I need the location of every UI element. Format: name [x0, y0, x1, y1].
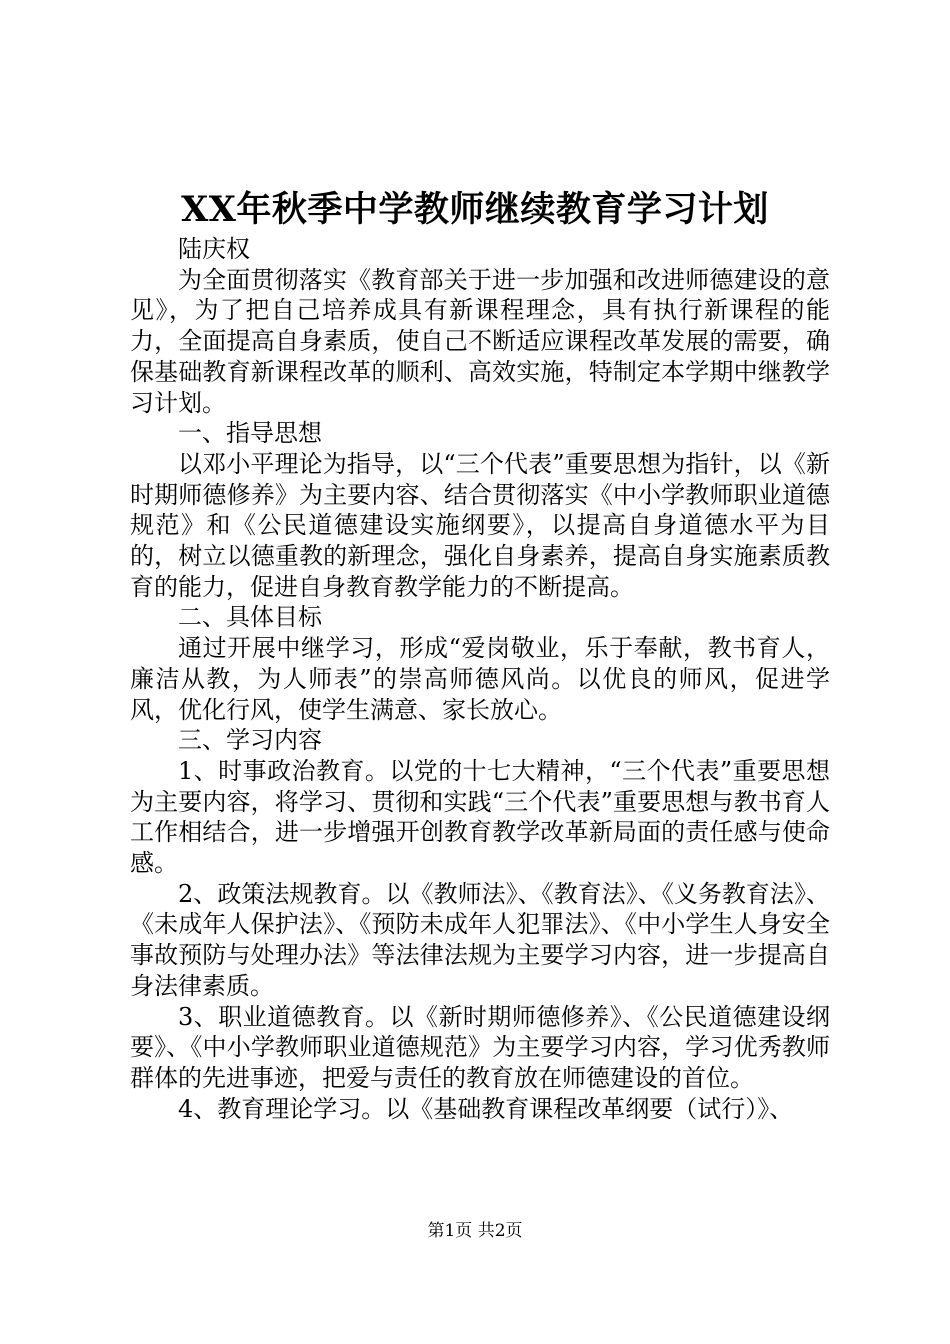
study-item-current-affairs: 1、时事政治教育。以党的十七大精神，“三个代表”重要思想为主要内容，将学习、贯彻和实践“三个代表”重要思想与教书育人工作相结合，进一步增强开创教育教学改革新局面的责任感与使命感。 [130, 756, 830, 878]
specific-goals-paragraph: 通过开展中继学习，形成“爱岗敬业，乐于奉献，教书育人，廉洁从教，为人师表”的崇高师德风尚。以优良的师风，促进学风，优化行风，使学生满意、家长放心。 [130, 634, 830, 724]
page-number-footer: 第1页 共2页 [427, 1221, 523, 1241]
guiding-ideology-paragraph: 以邓小平理论为指导，以“三个代表”重要思想为指针，以《新时期师德修养》为主要内容、结合贯彻落实《中小学教师职业道德规范》和《公民道德建设实施纲要》，以提高自身道德水平为目的，树立以德重教的新理念，强化自身素养，提高自身实施素质教育的能力，促进自身教育教学能力的不断提高。 [130, 449, 830, 601]
section-heading-study-content: 三、学习内容 [178, 726, 322, 755]
study-item-professional-ethics: 3、职业道德教育。以《新时期师德修养》、《公民道德建设纲要》、《中小学教师职业道德规范》为主要学习内容，学习优秀教师群体的先进事迹，把爱与责任的教育放在师德建设的首位。 [130, 1002, 830, 1092]
section-heading-guiding-ideology: 一、指导思想 [178, 419, 322, 448]
study-item-policy-law: 2、政策法规教育。以《教师法》、《教育法》、《义务教育法》、《未成年人保护法》、《预防未成年人犯罪法》、《中小学生人身安全事故预防与处理办法》等法律法规为主要学习内容，进一步提高自身法律素质。 [130, 879, 830, 1000]
document-title: XX年秋季中学教师继续教育学习计划 [181, 189, 769, 230]
intro-paragraph: 为全面贯彻落实《教育部关于进一步加强和改进师德建设的意见》，为了把自己培养成具有新课程理念，具有执行新课程的能力，全面提高自身素质，使自己不断适应课程改革发展的需要，确保基础教育新课程改革的顺利、高效实施，特制定本学期中继教学习计划。 [130, 265, 830, 417]
study-item-education-theory: 4、教育理论学习。以《基础教育课程改革纲要（试行）》、 [178, 1094, 794, 1123]
section-heading-specific-goals: 二、具体目标 [178, 603, 322, 632]
document-body [130, 234, 830, 1124]
author-line: 陆庆权 [178, 235, 250, 263]
